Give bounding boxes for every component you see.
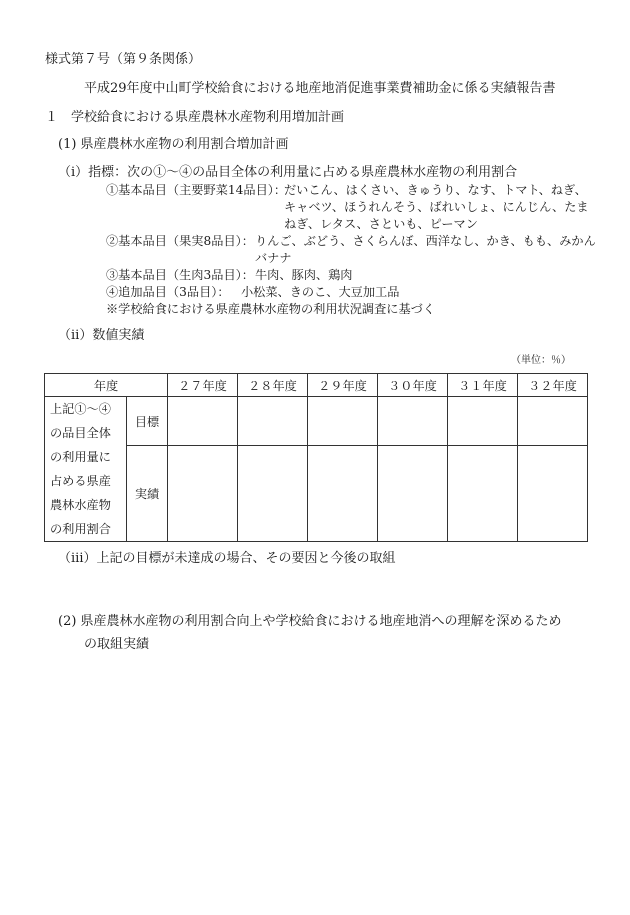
report-title: 平成29年度中山町学校給食における地産地消促進事業費補助金に係る実績報告書 (84, 81, 556, 96)
item3-label: ③基本品目（生肉3品目）： (106, 268, 254, 282)
form-number: 様式第７号（第９条関係） (45, 52, 202, 67)
actual-row (45, 446, 588, 542)
item1-line2: キャベツ、ほうれんそう、ばれいしょ、にんじん、たま (284, 200, 589, 214)
item1-label: ①基本品目（主要野菜14品目）： (106, 183, 287, 197)
actual-cell-29[interactable] (308, 446, 378, 542)
item1-line3: ねぎ、レタス、さといも、ピーマン (284, 217, 478, 231)
actual-cell-31[interactable] (448, 446, 518, 542)
item2-line2: バナナ (255, 251, 292, 265)
year-col-31: ３１年度 (448, 374, 518, 397)
item2-label: ②基本品目（果実8品目）： (106, 234, 254, 248)
survey-note: ※学校給食における県産農林水産物の利用状況調査に基づく (106, 302, 436, 316)
target-cell-28[interactable] (238, 397, 308, 446)
table-header-row (45, 374, 588, 397)
target-cell-32[interactable] (518, 397, 588, 446)
item3-line1: 牛肉、豚肉、鶏肉 (255, 268, 353, 282)
subsection2-line1: (2) 県産農林水産物の利用割合向上や学校給食における地産地消への理解を深めるため (58, 614, 562, 629)
section1-heading: １ 学校給食における県産農林水産物利用増加計画 (45, 110, 345, 125)
unit-label: （単位：％） (511, 355, 571, 366)
item4-line1: 小松菜、きのこ、大豆加工品 (241, 285, 400, 299)
results-table (44, 373, 588, 542)
results-label: （ⅱ）数値実績 (58, 328, 145, 343)
year-col-28: ２８年度 (238, 374, 308, 397)
item2-line1: りんご、ぶどう、さくらんぼ、西洋なし、かき、もも、みかん (255, 234, 596, 248)
actual-cell-30[interactable] (378, 446, 448, 542)
actual-cell-28[interactable] (238, 446, 308, 542)
target-cell-30[interactable] (378, 397, 448, 446)
year-col-29: ２９年度 (308, 374, 378, 397)
target-cell-29[interactable] (308, 397, 378, 446)
target-cell-31[interactable] (448, 397, 518, 446)
year-col-27: ２７年度 (168, 374, 238, 397)
year-col-30: ３０年度 (378, 374, 448, 397)
year-header: 年度 (45, 374, 168, 397)
target-row (45, 397, 588, 446)
subsection2-line2: の取組実績 (84, 637, 150, 652)
issues-label: （ⅲ）上記の目標が未達成の場合、その要因と今後の取組 (58, 551, 396, 566)
target-cell-27[interactable] (168, 397, 238, 446)
item1-line1: だいこん、はくさい、きゅうり、なす、トマト、ねぎ、 (284, 183, 587, 197)
item4-label: ④追加品目（3品目）： (106, 285, 230, 299)
row-label: 上記①～④ の品目全体 の利用量に 占める県産 農林水産物 の利用割合 (45, 397, 127, 542)
actual-cell-32[interactable] (518, 446, 588, 542)
actual-label: 実績 (127, 446, 168, 542)
subsection1-heading: (1) 県産農林水産物の利用割合増加計画 (58, 137, 289, 152)
indicator-label: （ⅰ）指標：次の①～④の品目全体の利用量に占める県産農林水産物の利用割合 (58, 165, 518, 180)
actual-cell-27[interactable] (168, 446, 238, 542)
year-col-32: ３２年度 (518, 374, 588, 397)
target-label: 目標 (127, 397, 168, 446)
